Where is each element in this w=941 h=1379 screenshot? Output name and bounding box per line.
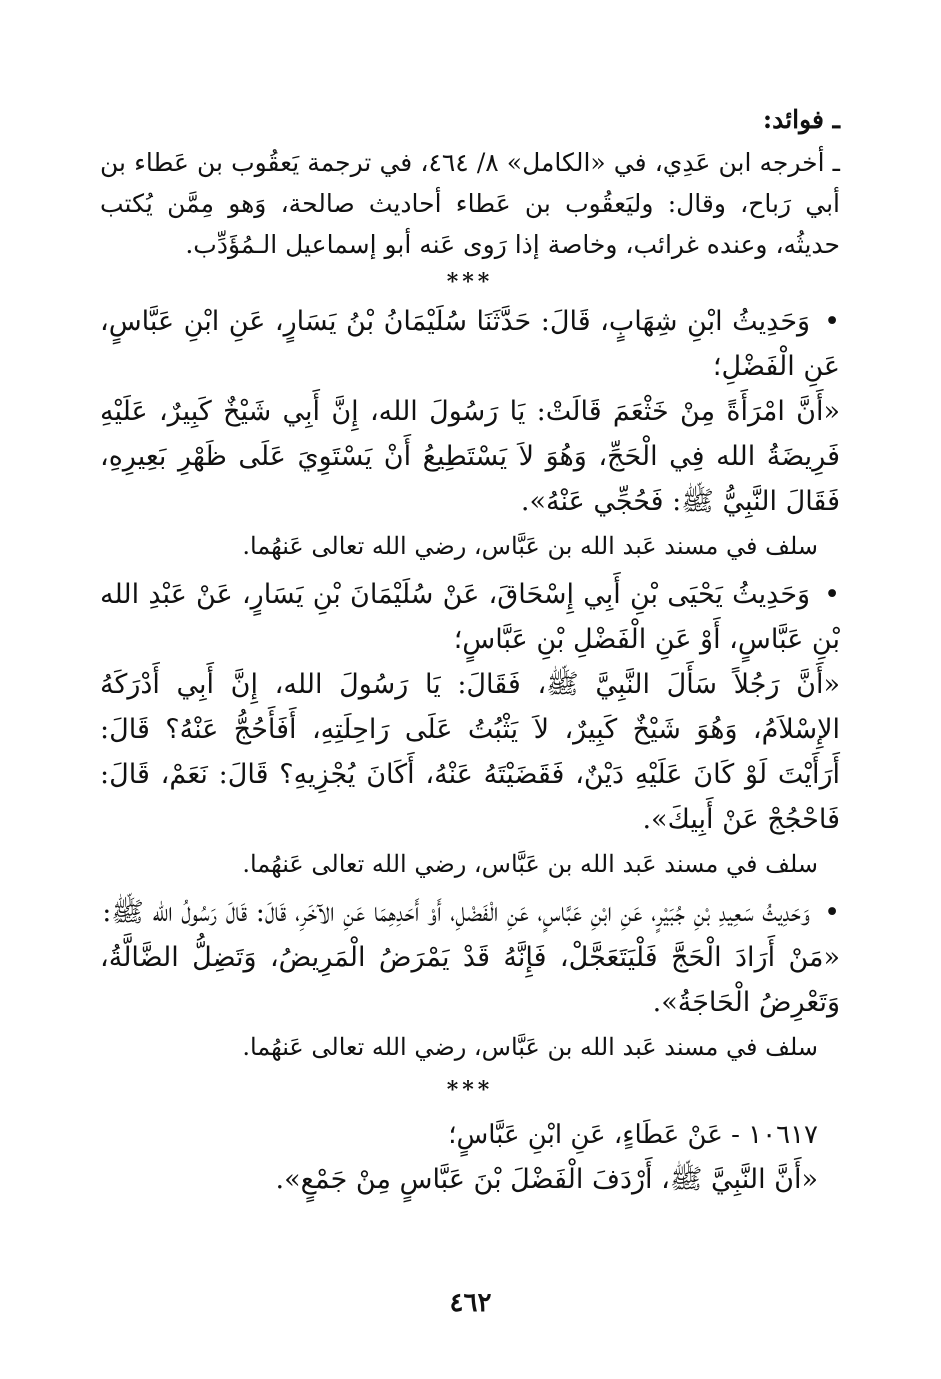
entry-number: ١٠٦١٧	[748, 1120, 818, 1150]
hadith-1-matn: «أَنَّ امْرَأَةً مِنْ خَثْعَمَ قَالَتْ: يَا رَسُولَ الله، إِنَّ أَبِي شَيْخٌ كَبِيرٌ، عَلَيْهِ فَرِيضَةُ الله فِي الْحَجِّ، وَهُوَ لاَ يَسْتَطِيعُ أَنْ يَسْتَوِيَ عَلَى ظَهْرِ بَعِيرِهِ، فَقَالَ النَّبِيُّ ﷺ: فَحُجِّي عَنْهُ».	[100, 396, 840, 517]
bullet-icon: •	[824, 306, 840, 337]
hadith-1-isnad-text: وَحَدِيثُ ابْنِ شِهَابٍ، قَالَ: حَدَّثَنَا سُلَيْمَانُ بْنُ يَسَارٍ، عَنِ ابْنِ عَبَّاسٍ، عَنِ الْفَضْلِ؛	[100, 306, 840, 382]
hadith-2-isnad-text: وَحَدِيثُ يَحْيَى بْنِ أَبِي إِسْحَاقَ، عَنْ سُلَيْمَانَ بْنِ يَسَارٍ، عَنْ عَبْدِ الله بْنِ عَبَّاسٍ، أَوْ عَنِ الْفَضْلِ بْنِ عَبَّاسٍ؛	[100, 579, 840, 655]
page-number: ٤٦٢	[449, 1288, 492, 1318]
hadith-2-isnad	[100, 572, 840, 662]
section-heading: ـ فوائد:	[762, 105, 840, 134]
hadith-3-matn: «مَنْ أَرَادَ الْحَجَّ فَلْيَتَعَجَّلْ، فَإِنَّهُ قَدْ يَمْرَضُ الْمَرِيضُ، وَتَضِلُّ الضَّالَّةُ، وَتَعْرِضُ الْحَاجَةُ».	[100, 942, 840, 1018]
hadith-3-isnad	[100, 890, 840, 935]
entry-dash: -	[731, 1120, 740, 1150]
hadith-3-note: سلف في مسند عَبد الله بن عَبَّاس، رضي الله تعالى عَنهُما.	[242, 1033, 818, 1061]
entry-isnad-text: عَنْ عَطَاءٍ، عَنِ ابْنِ عَبَّاسٍ؛	[448, 1120, 723, 1150]
page-body	[100, 100, 840, 1202]
hadith-3-isnad-text: وَحَدِيثُ سَعِيدِ بْنِ جُبَيْرٍ، عَنِ ابْنِ عَبَّاسٍ، عَنِ الْفَضْلِ، أَوْ أَحَدِهِمَا عَنِ الآخَرِ، قَالَ: قَالَ رَسُولُ الله ﷺ:	[102, 897, 811, 928]
separator-stars-2: ***	[446, 1077, 494, 1103]
hadith-2-note: سلف في مسند عَبد الله بن عَبَّاس، رضي الله تعالى عَنهُما.	[242, 850, 818, 878]
entry-10617-isnad	[100, 1113, 818, 1157]
fawaid-paragraph: ـ أخرجه ابن عَدِي، في «الكامل» ٨/ ٤٦٤، في ترجمة يَعقُوب بن عَطاء بن أبي رَباح، وقال: وليَعقُوب بن عَطاء أحاديث صالحة، وَهو مِمَّن يُكتب حديثُه، وعنده غرائب، وخاصة إذا رَوى عَنه أبو إسماعيل الـمُؤَدِّب.	[100, 148, 840, 259]
hadith-1-isnad	[100, 299, 840, 389]
hadith-1-note: سلف في مسند عَبد الله بن عَبَّاس، رضي الله تعالى عَنهُما.	[242, 532, 818, 560]
entry-10617-matn: «أَنَّ النَّبِيَّ ﷺ، أَرْدَفَ الْفَضْلَ بْنَ عَبَّاسٍ مِنْ جَمْعٍ».	[275, 1164, 818, 1195]
bullet-icon: •	[824, 579, 840, 610]
bullet-icon: •	[824, 897, 840, 928]
separator-stars: ***	[446, 269, 494, 295]
hadith-2-matn: «أَنَّ رَجُلاً سَأَلَ النَّبِيَّ ﷺ، فَقَالَ: يَا رَسُولَ الله، إِنَّ أَبِي أَدْرَكَهُ الإِسْلاَمُ، وَهُوَ شَيْخٌ كَبِيرٌ، لاَ يَثْبُتُ عَلَى رَاحِلَتِهِ، أَفَأَحُجُّ عَنْهُ؟ قَالَ: أَرَأَيْتَ لَوْ كَانَ عَلَيْهِ دَيْنٌ، فَقَضَيْتَهُ عَنْهُ، أَكَانَ يُجْزِيهِ؟ قَالَ: نَعَمْ، قَالَ: فَاحْجُجْ عَنْ أَبِيكَ».	[100, 669, 840, 835]
